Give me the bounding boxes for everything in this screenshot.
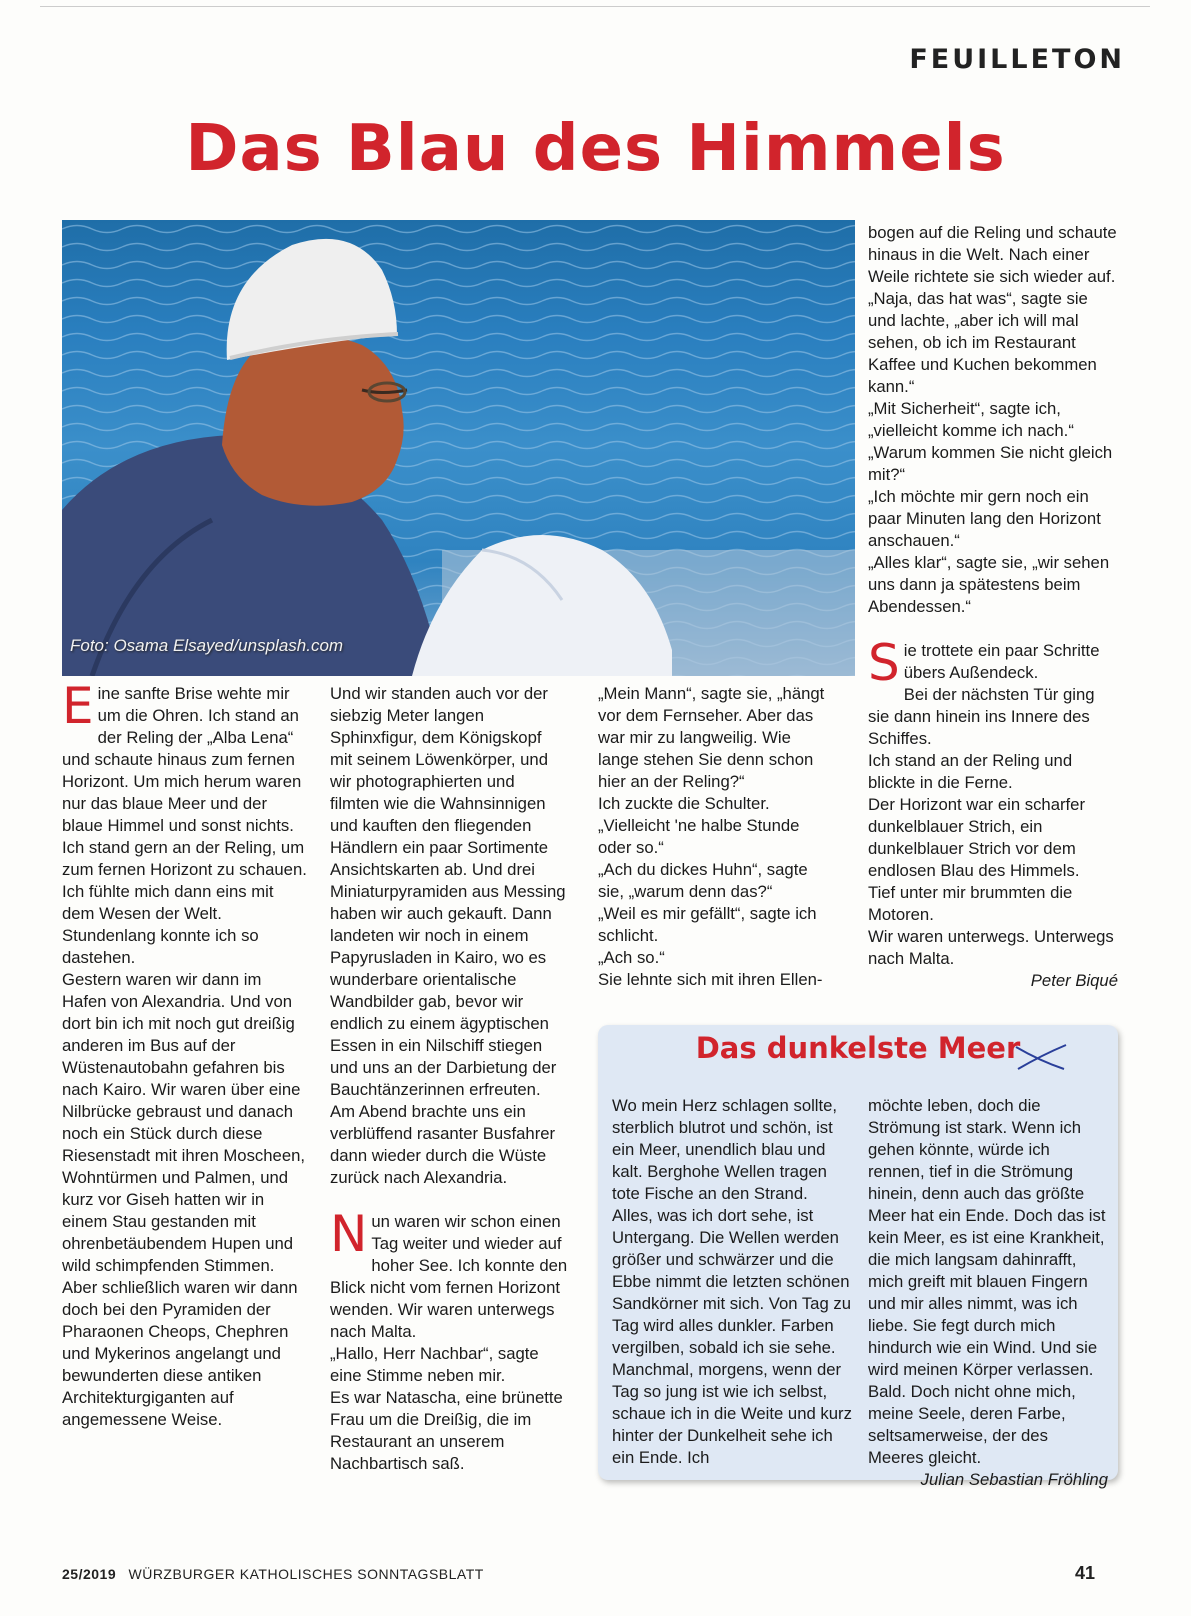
paragraph: „Ach so.“ — [598, 948, 665, 967]
photo-caption: Foto: Osama Elsayed/unsplash.com — [70, 636, 344, 655]
paragraph: Es war Natascha, eine brünette Frau um die Dreißig, die im Restaurant an unserem Nachbartisch saß. — [330, 1388, 563, 1473]
paragraph: „Alles klar“, sagte sie, „wir sehen uns dann ja spätestens beim Abendessen.“ — [868, 553, 1110, 616]
paragraph: Der Horizont war ein scharfer dunkelblauer Strich, ein dunkelblauer Strich vor dem endlosen Blau des Himmels. — [868, 795, 1086, 880]
poem-column-left — [612, 1095, 852, 1469]
paragraph: Tief unter mir brummten die Motoren. — [868, 883, 1073, 924]
paragraph: „Naja, das hat was“, sagte sie und lachte, „aber ich will mal sehen, ob ich im Restaurant Kaffee und Kuchen bekommen kann.“ — [868, 289, 1097, 396]
poem-text: Wo mein Herz schlagen sollte, sterblich blutrot und schön, ist ein Meer, unendlich blau und kalt. Berghohe Wellen tragen tote Fische an den Strand. Alles, was ich dort sehe, ist Untergang. Die Wellen werden größer und schwärzer und die Ebbe nimmt die letzten schönen Sandkörner mit sich. Von Tag zu Tag wird alles dunkler. Farben vergilben, sobald ich sie sehe. Manchmal, morgens, wenn der Tag so jung ist wie ich selbst, schaue ich in die Weite und kurz hinter der Dunkelheit sehe ich ein Ende. Ich — [612, 1096, 852, 1467]
paragraph: un waren wir schon einen Tag weiter und wieder auf hoher See. Ich konnte den Blick nicht vom fernen Horizont wenden. Wir waren unterwegs nach Malta. — [330, 1212, 568, 1341]
paragraph: Und wir standen auch vor der siebzig Meter langen Sphinxfigur, dem Königskopf mit seinem Löwenkörper, und wir photographierten und filmten wie die Wahnsinnigen und kauften den fliegenden Händlern ein paar Sortimente Ansichtskarten ab. Und drei Miniaturpyramiden aus Messing haben wir auch gekauft. Dann landeten wir noch in einem Papyrusladen in Kairo, wo es wunderbare orientalische Wandbilder gab, bevor wir endlich zu einem ägyptischen Essen in ein Nilschiff stiegen und uns an der Darbietung der Bauchtänzerinnen erfreuten. Am Abend brachte uns ein verblüffend rasanter Busfahrer dann wieder durch die Wüste zurück nach Alexandria. — [330, 684, 566, 1187]
paragraph: bogen auf die Reling und schaute hinaus in die Welt. Nach einer Weile richtete sie sich wieder auf. — [868, 223, 1117, 286]
article-column-3 — [598, 683, 836, 991]
paragraph: Bei der nächsten Tür ging sie dann hinein ins Innere des Schiffes. — [868, 685, 1095, 748]
paragraph: „Mit Sicherheit“, sagte ich, „vielleicht komme ich nach.“ — [868, 399, 1074, 440]
poem-text: möchte leben, doch die Strömung ist stark. Wenn ich gehen könnte, würde ich rennen, tief in die Strömung hinein, denn auch das größte Meer hat ein Ende. Doch das ist kein Meer, es ist eine Krankheit, die mich langsam dahinrafft, mich greift mit blauen Fingern und mir alles nimmt, was ich liebe. Sie fegt durch mich hindurch wie ein Wind. Und sie wird meinen Körper verlassen. Bald. Doch nicht ohne mich, meine Seele, deren Farbe, seltsamerweise, der des Meeres gleicht. — [868, 1096, 1106, 1467]
drop-cap-e: E — [62, 677, 94, 735]
publication-name: WÜRZBURGER KATHOLISCHES SONNTAGSBLATT — [128, 1566, 484, 1582]
drop-cap-n: N — [330, 1205, 368, 1263]
poem-box — [598, 1025, 1118, 1489]
page-number: 41 — [1074, 1563, 1095, 1583]
poem-title: Das dunkelste Meer — [695, 1031, 1021, 1065]
article-column-1 — [62, 677, 307, 1431]
article-photo — [62, 220, 855, 676]
paragraph: ine sanfte Brise wehte mir um die Ohren. Ich stand an der Reling der „Alba Lena“ und schaute hinaus zum fernen Horizont. Um mich herum waren nur das blaue Meer und der blaue Himmel und sonst nichts. — [62, 684, 302, 835]
top-rule — [40, 6, 1150, 7]
paragraph: Sie lehnte sich mit ihren Ellen- — [598, 970, 823, 989]
article-column-2 — [330, 683, 568, 1475]
paragraph: „Warum kommen Sie nicht gleich mit?“ — [868, 443, 1113, 484]
poem-column-right — [868, 1095, 1108, 1491]
paragraph: „Vielleicht 'ne halbe Stunde oder so.“ — [598, 816, 800, 857]
photo-man-at-sea-icon — [62, 220, 855, 676]
paragraph: „Hallo, Herr Nachbar“, sagte eine Stimme neben mir. — [330, 1344, 539, 1385]
article-column-4 — [868, 222, 1118, 992]
paragraph: Gestern waren wir dann im Hafen von Alexandria. Und von dort bin ich mit noch gut dreißig anderen im Bus auf der Wüstenautobahn gefahren bis nach Kairo. Wir waren über eine Nilbrücke gebraust und danach noch ein Stück durch diese Riesenstadt mit ihren Moscheen, Wohntürmen und Palmen, und kurz vor Giseh hatten wir in einem Stau gestanden mit ohrenbetäubendem Hupen und wild schimpfenden Stimmen. Aber schließlich waren wir dann doch bei den Pyramiden der Pharaonen Cheops, Chephren und Mykerinos angelangt und bewunderten diese antiken Architekturgiganten auf angemessene Weise. — [62, 970, 306, 1429]
paragraph: „Weil es mir gefällt“, sagte ich schlicht. — [598, 904, 817, 945]
paragraph: Ich stand an der Reling und blickte in die Ferne. — [868, 751, 1073, 792]
cross-mark-icon — [1012, 1041, 1068, 1073]
footer — [62, 1566, 484, 1582]
paragraph: ie trottete ein paar Schritte übers Außendeck. — [903, 641, 1100, 682]
paragraph: „Ich möchte mir gern noch ein paar Minuten lang den Horizont anschauen.“ — [868, 487, 1101, 550]
section-label: FEUILLETON — [909, 44, 1125, 75]
page-title: Das Blau des Himmels — [185, 112, 1006, 186]
poem-author: Julian Sebastian Fröhling — [920, 1470, 1108, 1489]
paragraph: Ich stand gern an der Reling, um zum fernen Horizont zu schauen. Ich fühlte mich dann eins mit dem Wesen der Welt. Stundenlang konnte ich so dastehen. — [62, 838, 307, 967]
paragraph: „Ach du dickes Huhn“, sagte sie, „warum denn das?“ — [598, 860, 808, 901]
issue-number: 25/2019 — [62, 1566, 117, 1582]
drop-cap-s: S — [868, 634, 900, 692]
paragraph: „Mein Mann“, sagte sie, „hängt vor dem Fernseher. Aber das war mir zu langweilig. Wie lange stehen Sie denn schon hier an der Reling?“ — [598, 684, 825, 791]
article-author: Peter Biqué — [1030, 971, 1118, 990]
paragraph: Ich zuckte die Schulter. — [598, 794, 770, 813]
paragraph: Wir waren unterwegs. Unterwegs nach Malta. — [868, 927, 1114, 968]
